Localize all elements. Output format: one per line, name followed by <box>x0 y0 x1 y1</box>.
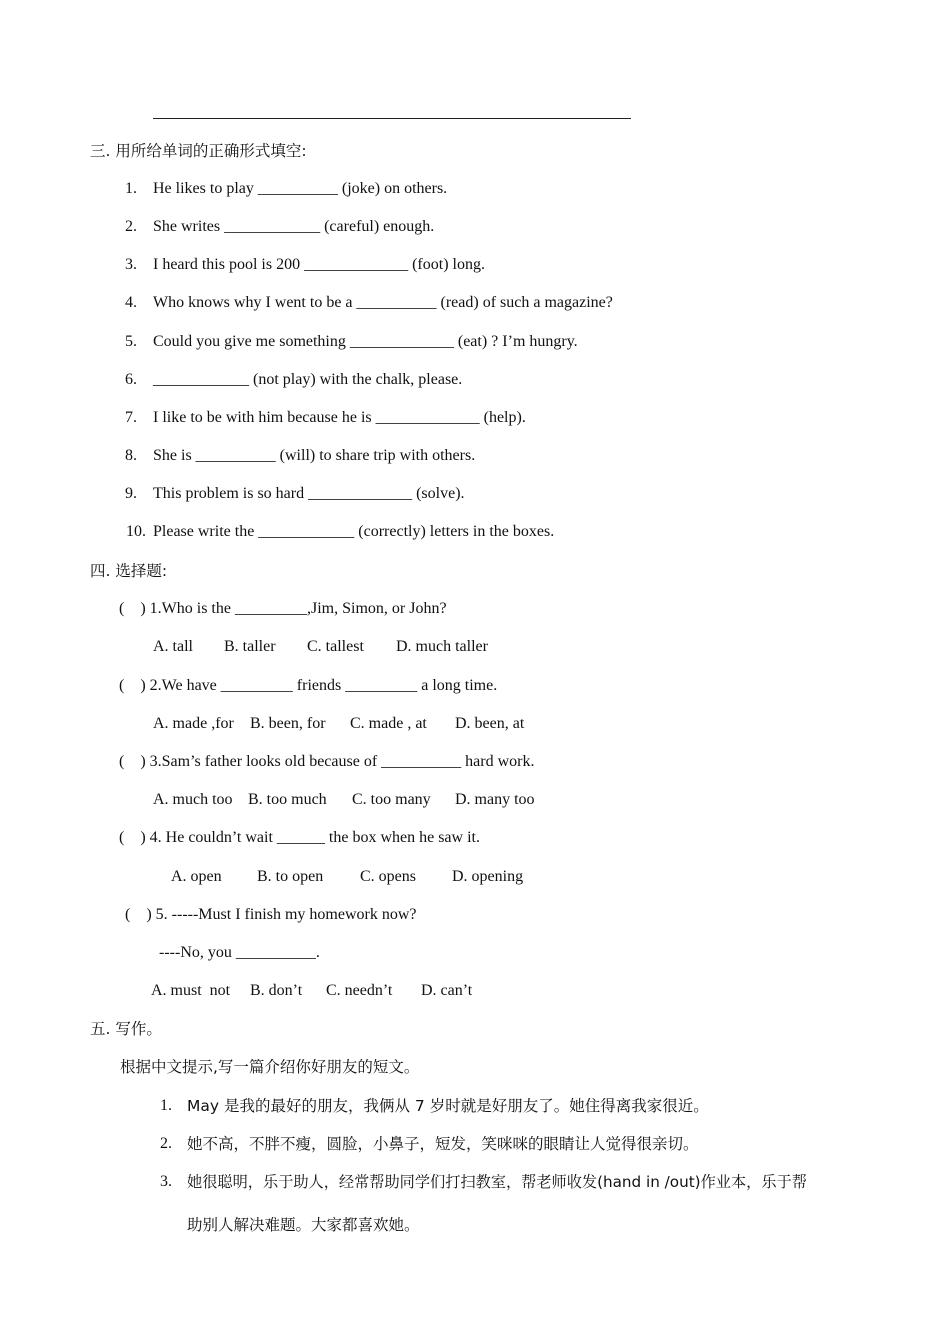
item-number: 8. <box>125 447 137 464</box>
option-d: D. much taller <box>396 638 488 655</box>
option-b: B. too much <box>248 791 327 808</box>
item-number: 6. <box>125 371 137 388</box>
option-a: A. made ,for <box>153 715 234 732</box>
choice-question-stem: ( ) 5. -----Must I finish my homework now? <box>125 906 417 923</box>
fill-blank-question: Please write the ____________ (correctly) letters in the boxes. <box>153 523 555 540</box>
answer-line <box>153 118 631 119</box>
option-b: B. taller <box>224 638 276 655</box>
fill-blank-question: ____________ (not play) with the chalk, please. <box>153 371 463 388</box>
choice-question-stem: ( ) 3.Sam’s father looks old because of __________ hard work. <box>119 753 535 770</box>
fill-blank-question: She writes ____________ (careful) enough. <box>153 218 435 235</box>
option-a: A. must not <box>151 982 231 999</box>
item-number: 7. <box>125 409 137 426</box>
point-number: 3. <box>160 1173 172 1190</box>
dialogue-reply: ----No, you __________. <box>159 944 320 961</box>
option-c: C. opens <box>360 868 416 885</box>
choice-question-stem: ( ) 4. He couldn’t wait ______ the box when he saw it. <box>119 829 480 846</box>
item-number: 10. <box>126 523 146 540</box>
option-c: C. needn’t <box>326 982 393 999</box>
fill-blank-question: This problem is so hard _____________ (solve). <box>153 485 465 502</box>
writing-instruction: 根据中文提示,写一篇介绍你好朋友的短文。 <box>120 1058 420 1076</box>
option-a: A. tall <box>153 638 193 655</box>
fill-blank-question: Could you give me something _____________ (eat) ? I’m hungry. <box>153 333 578 350</box>
writing-point-continued: 助别人解决难题。大家都喜欢她。 <box>187 1216 420 1234</box>
option-c: C. made , at <box>350 715 427 732</box>
item-number: 1. <box>125 180 137 197</box>
option-d: D. many too <box>455 791 535 808</box>
fill-blank-question: Who knows why I went to be a __________ (read) of such a magazine? <box>153 294 613 311</box>
writing-point: May 是我的最好的朋友，我俩从 7 岁时就是好朋友了。她住得离我家很近。 <box>187 1097 709 1115</box>
option-d: D. been, at <box>455 715 525 732</box>
item-number: 2. <box>125 218 137 235</box>
item-number: 3. <box>125 256 137 273</box>
choice-question-stem: ( ) 2.We have _________ friends _________ a long time. <box>119 677 498 694</box>
section5-heading: 五. 写作。 <box>90 1020 162 1038</box>
section3-heading: 三. 用所给单词的正确形式填空: <box>90 142 307 160</box>
fill-blank-question: She is __________ (will) to share trip with others. <box>153 447 476 464</box>
point-number: 1. <box>160 1097 172 1114</box>
item-number: 5. <box>125 333 137 350</box>
fill-blank-question: I like to be with him because he is _____________ (help). <box>153 409 526 426</box>
fill-blank-question: He likes to play __________ (joke) on others. <box>153 180 448 197</box>
option-d: D. opening <box>452 868 524 885</box>
item-number: 4. <box>125 294 137 311</box>
option-c: C. tallest <box>307 638 364 655</box>
fill-blank-question: I heard this pool is 200 _____________ (foot) long. <box>153 256 485 273</box>
point-number: 2. <box>160 1135 172 1152</box>
writing-point: 她不高，不胖不瘦，圆脸，小鼻子，短发，笑咪咪的眼睛让人觉得很亲切。 <box>187 1135 699 1153</box>
option-b: B. to open <box>257 868 324 885</box>
option-c: C. too many <box>352 791 431 808</box>
option-b: B. been, for <box>250 715 326 732</box>
writing-point: 她很聪明，乐于助人，经常帮助同学们打扫教室，帮老师收发(hand in /out)作业本，乐于帮 <box>187 1173 807 1191</box>
option-d: D. can’t <box>421 982 473 999</box>
choice-question-stem: ( ) 1.Who is the _________,Jim, Simon, or John? <box>119 600 447 617</box>
section4-heading: 四. 选择题: <box>90 562 168 580</box>
option-a: A. much too <box>153 791 233 808</box>
item-number: 9. <box>125 485 137 502</box>
option-a: A. open <box>171 868 222 885</box>
option-b: B. don’t <box>250 982 303 999</box>
